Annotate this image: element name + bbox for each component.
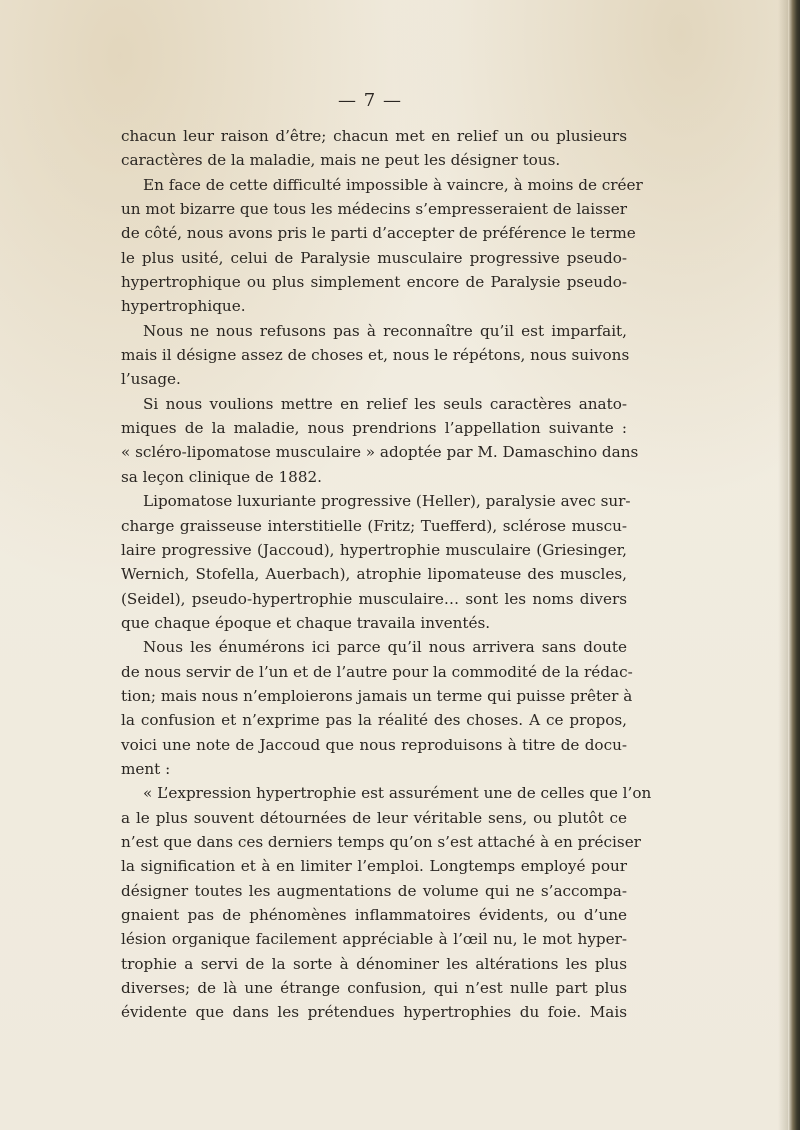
text-line: le plus usité, celui de Paralysie musculaire progressive pseudo- xyxy=(121,248,627,267)
text-line: « scléro-lipomatose musculaire » adoptée par M. Damaschino dans xyxy=(121,443,639,462)
text-line: a le plus souvent détournées de leur véritable sens, ou plutôt ce xyxy=(121,808,627,827)
text-line: que chaque époque et chaque travaila inventés. xyxy=(121,613,491,632)
text-line: un mot bizarre que tous les médecins s’empresseraient de laisser xyxy=(121,200,627,219)
text-line: l’usage. xyxy=(121,370,181,389)
text-line: tion; mais nous n’emploierons jamais un terme qui puisse prêter à xyxy=(121,686,633,705)
text-line: laire progressive (Jaccoud), hypertrophie musculaire (Griesinger, xyxy=(121,540,627,559)
text-line: la signification et à en limiter l’emploi. Longtemps employé pour xyxy=(121,857,627,876)
text-line: caractères de la maladie, mais ne peut les désigner tous. xyxy=(121,151,561,170)
text-line: de nous servir de l’un et de l’autre pour la commodité de la rédac- xyxy=(121,662,633,681)
text-line: mais il désigne assez de choses et, nous le répétons, nous suivons xyxy=(121,346,630,365)
text-line: voici une note de Jaccoud que nous reproduisons à titre de docu- xyxy=(121,735,627,754)
text-line: « L’expression hypertrophie est assurément une de celles que l’on xyxy=(143,784,652,803)
text-line: En face de cette difficulté impossible à vaincre, à moins de créer xyxy=(143,175,643,194)
text-line: hypertrophique. xyxy=(121,297,246,316)
text-line: gnaient pas de phénomènes inflammatoires évidents, ou d’une xyxy=(121,906,627,924)
text-line: trophie a servi de la sorte à dénominer les altérations les plus xyxy=(121,954,627,973)
text-line: lésion organique facilement appréciable à l’œil nu, le mot hyper- xyxy=(121,930,627,949)
text-line: Wernich, Stofella, Auerbach), atrophie lipomateuse des muscles, xyxy=(121,565,627,584)
text-line: diverses; de là une étrange confusion, qui n’est nulle part plus xyxy=(121,979,627,998)
text-line: (Seidel), pseudo-hypertrophie musculaire… sont les noms divers xyxy=(121,589,627,608)
text-line: Nous les énumérons ici parce qu’il nous arrivera sans doute xyxy=(143,638,627,657)
text-line: n’est que dans ces derniers temps qu’on s’est attaché à en préciser xyxy=(121,832,641,851)
text-line: chacun leur raison d’être; chacun met en relief un ou plusieurs xyxy=(121,127,627,145)
text-line: Si nous voulions mettre en relief les seuls caractères anato- xyxy=(143,394,627,413)
text-line: sa leçon clinique de 1882. xyxy=(121,467,322,486)
page-number: — 7 — xyxy=(338,90,402,111)
text-line: Lipomatose luxuriante progressive (Heller), paralysie avec sur- xyxy=(143,492,631,511)
text-line: évidente que dans les prétendues hypertrophies du foie. Mais xyxy=(121,1003,627,1022)
body-text xyxy=(121,124,652,1025)
text-line: ment : xyxy=(121,759,171,778)
text-line: désigner toutes les augmentations de volume qui ne s’accompa- xyxy=(121,881,627,900)
text-line: hypertrophique ou plus simplement encore de Paralysie pseudo- xyxy=(121,273,627,292)
text-line: la confusion et n’exprime pas la réalité des choses. A ce propos, xyxy=(121,711,627,730)
text-line: Nous ne nous refusons pas à reconnaître qu’il est imparfait, xyxy=(143,321,627,340)
text-line: de côté, nous avons pris le parti d’accepter de préférence le terme xyxy=(121,224,636,243)
text-line: miques de la maladie, nous prendrions l’appellation suivante : xyxy=(121,419,627,438)
text-line: charge graisseuse interstitielle (Fritz; Tuefferd), sclérose muscu- xyxy=(121,516,627,535)
page-binding-edge xyxy=(788,0,800,1130)
page-gutter-shadow xyxy=(778,0,788,1130)
